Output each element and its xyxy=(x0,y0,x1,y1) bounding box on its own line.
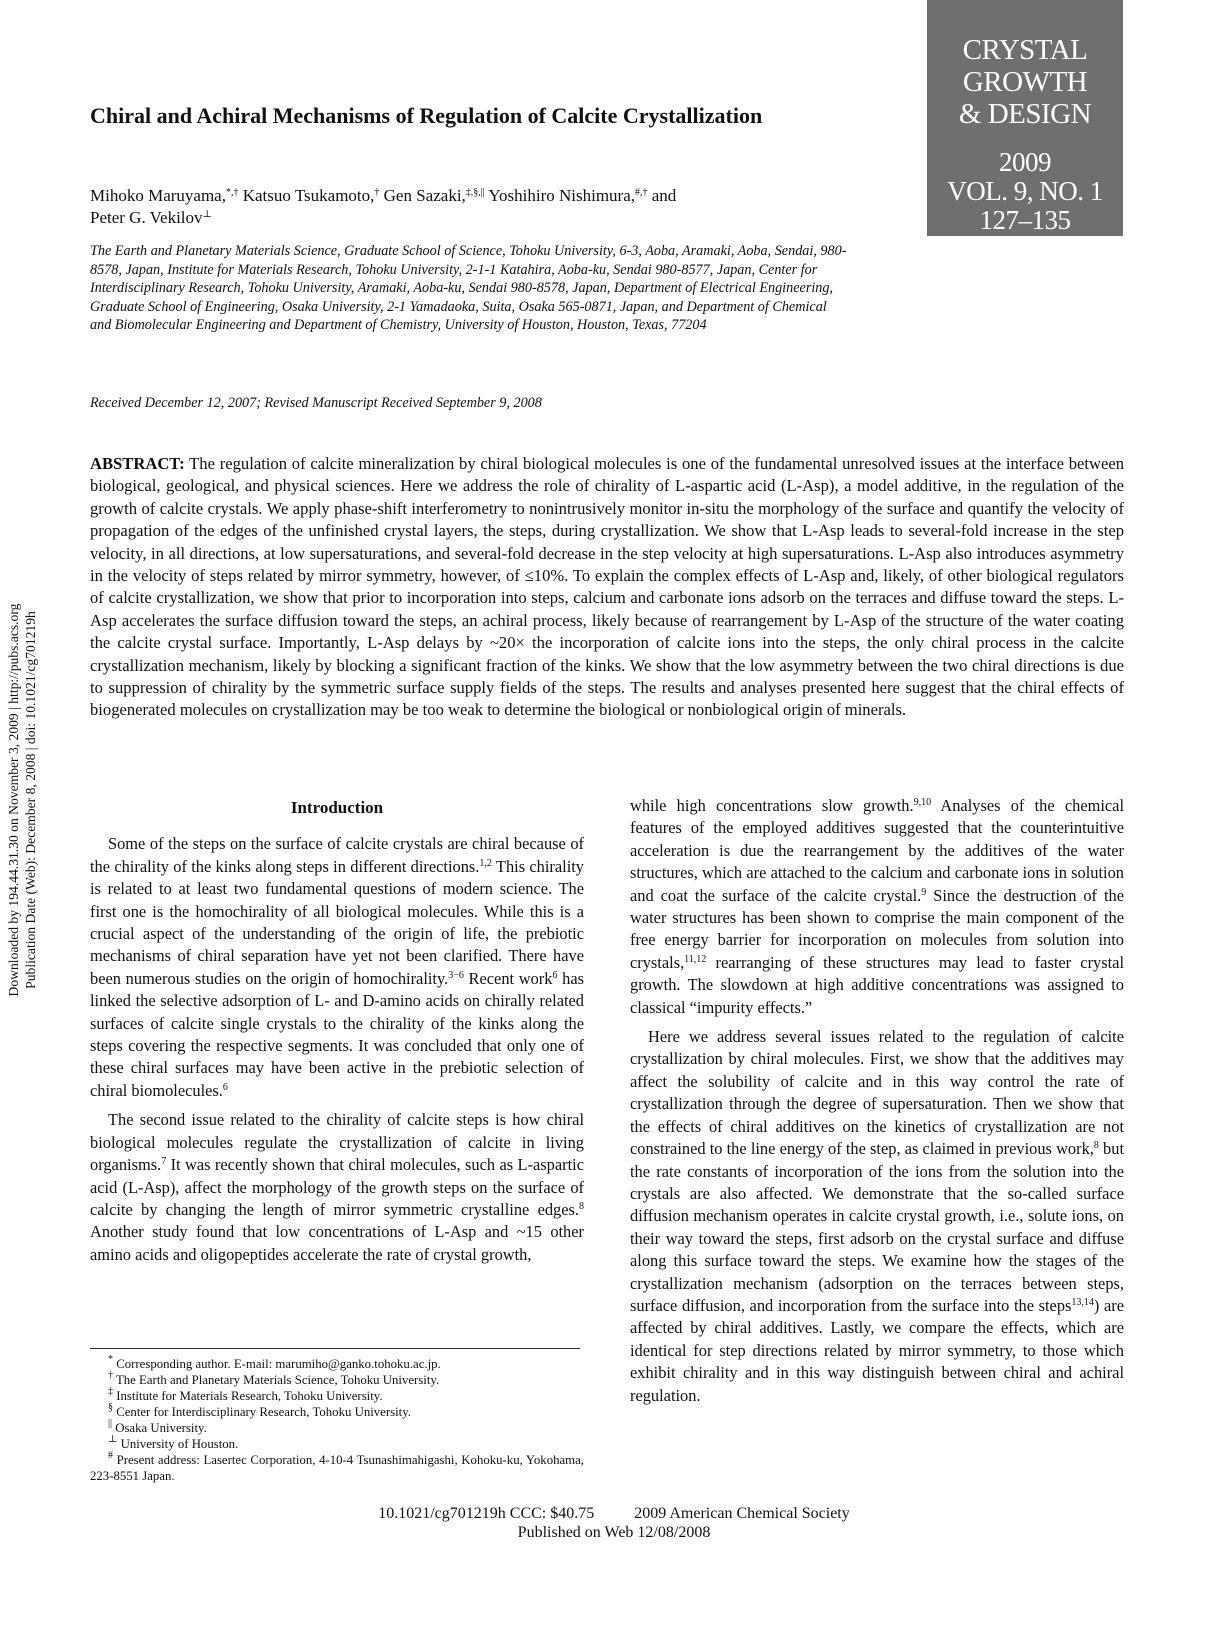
author-affiliation-mark: #,† xyxy=(635,187,648,198)
citation: 7 xyxy=(161,1156,167,1168)
left-column xyxy=(90,797,584,1266)
footnote: ‡ Institute for Materials Research, Tohoku University. xyxy=(108,1386,383,1403)
intro-paragraph: Here we address several issues related to the regulation of calcite crystallization by chiral molecules. First, we show that the additives may affect the solubility of calcite and in this way control the rate of crystallization through the degree of supersaturation. Then we show that the effects of chiral additives on the kinetics of crystallization are not constrained to the line energy of the step, as claimed in previous work,$^8$ but the rate constants of incorporation of the ions from the solution into the crystals are also affected. We demonstrate that the so-called surface diffusion mechanism operates in calcite crystal growth, i.e., solute ions, on their way toward the steps, first adsorb on the crystal surface and diffuse along this surface toward the steps. We examine how the stages of the crystallization mechanism (adsorption on the terraces between steps, surface diffusion, and incorporation from the surface into the steps$^{13,14}$) are affected by chiral additives. Lastly, we compare the effects, which are identical for step directions related by mirror symmetry, to those which exhibit chirality and in this way distinguish between chiral and achiral regulation. xyxy=(630,1027,1125,1405)
citation: 6 xyxy=(552,969,558,981)
citation: 1,2 xyxy=(479,857,492,869)
citation: 6 xyxy=(222,1081,228,1093)
journal-name-line: GROWTH xyxy=(962,66,1088,98)
footnotes xyxy=(90,1356,584,1484)
journal-name xyxy=(927,34,1123,130)
sidebar-text xyxy=(5,560,39,1040)
abstract-text: The regulation of calcite mineralization by chiral biological molecules is one of the fundamental unresolved issues at the interface between biological, geological, and physical sciences. Here we address the role of chirality of L-aspartic acid (L-Asp), a model additive, in the regulation of the growth of calcite crystals. We apply phase-shift interferometry to nonintrusively monitor in-situ the morphology of the surface and quantify the velocity of propagation of the edges of the unfinished crystal layers, the steps, during crystallization. We show that L-Asp leads to several-fold increase in the step velocity, in all directions, at low supersaturations, and several-fold decrease in the step velocity at high supersaturations. L-Asp also introduces asymmetry in the velocity of steps related by mirror symmetry, however, of ≤10%. To explain the complex effects of L-Asp and, likely, of other biological regulators of calcite crystallization, we show that prior to incorporation into steps, calcium and carbonate ions adsorb on the terraces and diffuse toward the steps. L-Asp accelerates the surface diffusion toward the steps, an achiral process, likely because of rearrangement by L-Asp of the structure of the water coating the calcite crystal surface. Importantly, L-Asp delays by ~20× the incorporation of calcite ions into the steps, the only chiral process in the calcite crystallization mechanism, likely by blocking a significant fraction of the kinks. We show that the low asymmetry between the two chiral directions is due to suppression of chirality by the symmetric surface supply fields of the steps. The results and analyses presented here suggest that the chiral effects of biogenerated molecules on crystallization may be too weak to determine the biological or nonbiological origin of minerals. xyxy=(90,454,1124,720)
author-affiliation-mark: ⊥ xyxy=(202,209,212,220)
intro-paragraph: The second issue related to the chirality of calcite steps is how chiral biological molecules regulate the crystallization of calcite in living organisms.$^7$ It was recently shown that chiral molecules, such as L-aspartic acid (L-Asp), affect the morphology of the growth steps on the surface of calcite by changing the length of mirror symmetric crystalline edges.$^8$ Another study found that low concentrations of L-Asp and ~15 other amino acids and oligopeptides accelerate the rate of crystal growth, xyxy=(90,1110,584,1264)
sidebar-publication-line: Publication Date (Web): December 8, 2008 | doi: 10.1021/cg701219h xyxy=(23,611,38,989)
abstract xyxy=(90,453,1124,722)
citation: 13,14 xyxy=(1071,1296,1094,1308)
footnote: # Present address: Lasertec Corporation, 4-10-4 Tsunashimahigashi, Kohoku-ku, Yokohama, 223-8551 Japan. xyxy=(90,1450,584,1483)
author-list xyxy=(90,185,850,229)
affiliations: The Earth and Planetary Materials Science, Graduate School of Science, Tohoku University, 6-3, Aoba, Aramaki, Aoba, Sendai, 980-8578, Japan, Institute for Materials Research, Tohoku University, 2-1-1 Katahira, Aoba-ku, Sendai 980-8577, Japan, Center for Interdisciplinary Research, Tohoku University, Aramaki, Aoba-ku, Sendai 980-8578, Japan, Department of Electrical Engineering, Graduate School of Engineering, Osaka University, 2-1 Yamadaoka, Suita, Osaka 565-0871, Japan, and Department of Chemical and Biomolecular Engineering and Department of Chemistry, University of Houston, Houston, Texas, 77204 xyxy=(90,243,847,333)
intro-paragraph: while high concentrations slow growth.$^{9,10}$ Analyses of the chemical features of the employed additives suggested that the counterintuitive acceleration is due the rearrangement by the additives of the water structures, which are attached to the calcium and carbonate ions in solution and coat the surface of the calcite crystal.$^9$ Since the destruction of the water structures has been shown to comprise the main component of the free energy barrier for incorporation on molecules from solution into crystals,$^{11,12}$ rearranging of these structures may lead to faster crystal growth. The slowdown at high additive concentrations was assigned to classical “impurity effects.” xyxy=(630,796,1124,1017)
author-name: Yoshihiro Nishimura, xyxy=(484,186,635,205)
received-dates: Received December 12, 2007; Revised Manuscript Received September 9, 2008 xyxy=(90,395,542,411)
footnote-divider xyxy=(90,1348,580,1349)
citation: 9 xyxy=(921,886,927,898)
footnote: † The Earth and Planetary Materials Science, Tohoku University. xyxy=(108,1370,440,1387)
citation: 11,12 xyxy=(684,953,707,965)
author-affiliation-mark: ‡,§,|| xyxy=(465,187,485,198)
page-footer xyxy=(0,1504,1228,1542)
author-name: Katsuo Tsukamoto, xyxy=(238,186,375,205)
journal-badge xyxy=(927,0,1123,236)
author-name: Mihoko Maruyama, xyxy=(90,186,226,205)
abstract-label: ABSTRACT: xyxy=(90,454,185,473)
journal-year: 2009 xyxy=(999,147,1051,177)
right-column xyxy=(630,795,1124,1407)
author-name: Peter G. Vekilov xyxy=(90,208,203,227)
journal-issue-info xyxy=(927,148,1123,235)
citation: 8 xyxy=(579,1200,584,1212)
author-affiliation-mark: *,† xyxy=(225,187,239,198)
sidebar-download-line: Downloaded by 194.44.31.30 on November 3, 2009 | http://pubs.acs.org xyxy=(6,603,21,997)
journal-pages: 127–135 xyxy=(979,205,1071,235)
journal-volume: VOL. 9, NO. 1 xyxy=(947,176,1103,206)
footnote: § Center for Interdisciplinary Research, Tohoku University. xyxy=(108,1402,411,1419)
footnote: * Corresponding author. E-mail: marumiho@ganko.tohoku.ac.jp. xyxy=(108,1354,441,1371)
section-heading-introduction: Introduction xyxy=(290,798,384,817)
citation: 9,10 xyxy=(913,797,932,808)
footer-line xyxy=(0,1504,1228,1523)
footer-published: Published on Web 12/08/2008 xyxy=(517,1524,711,1541)
citation: 3−6 xyxy=(448,969,464,981)
footnote: || Osaka University. xyxy=(108,1418,207,1435)
citation: 8 xyxy=(1093,1140,1099,1152)
footnote: ⊥ University of Houston. xyxy=(108,1434,239,1451)
author-conjunction: and xyxy=(647,186,677,205)
author-affiliation-mark: † xyxy=(374,187,380,198)
footer-copyright: 2009 American Chemical Society xyxy=(634,1505,850,1522)
journal-name-line: & DESIGN xyxy=(958,98,1092,130)
journal-name-line: CRYSTAL xyxy=(962,34,1088,66)
footer-doi-price: 10.1021/cg701219h CCC: $40.75 xyxy=(378,1505,595,1522)
download-sidebar xyxy=(0,560,44,1040)
intro-paragraph: Some of the steps on the surface of calcite crystals are chiral because of the chirality of the kinks along steps in different directions.$^{1,2}$ This chirality is related to at least two fundamental questions of modern science. The first one is the homochirality of all biological molecules. While this is a crucial aspect of the understanding of the origin of life, the prebiotic mechanisms of chiral separation have yet not been clarified. There have been numerous studies on the origin of homochirality.$^{3-6}$ Recent work$^6$ has linked the selective adsorption of L- and D-amino acids on chirally related surfaces of calcite single crystals to the chirality of the kinks along the steps covering the respective segments. It was concluded that only one of these chiral surfaces may have been active in the prebiotic selection of chiral biomolecules.$^6$ xyxy=(90,834,585,1100)
article-title: Chiral and Achiral Mechanisms of Regulation of Calcite Crystallization xyxy=(90,103,763,128)
author-name: Gen Sazaki, xyxy=(379,186,466,205)
